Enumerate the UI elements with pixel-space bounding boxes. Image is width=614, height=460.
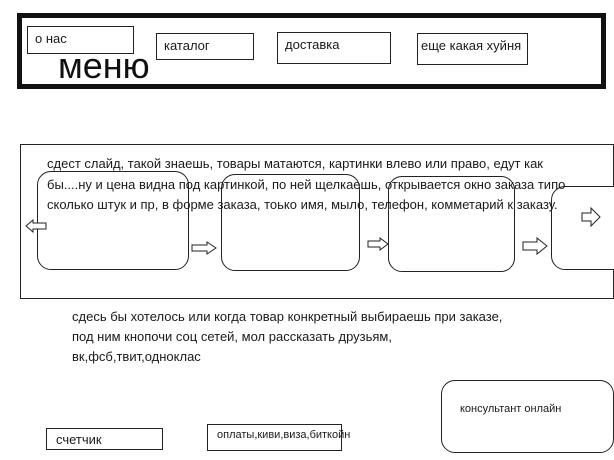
nav-item-about-label: о нас: [35, 31, 67, 46]
nav-item-catalog[interactable]: [156, 33, 254, 60]
slider-left-arrow-icon[interactable]: [25, 219, 47, 233]
online-consultant-label: консультант онлайн: [460, 403, 562, 415]
online-consultant-widget[interactable]: [441, 380, 614, 453]
slider-next-arrow-icon: [367, 237, 389, 251]
slider-next-arrow-icon: [522, 237, 548, 255]
visit-counter-label: счетчик: [56, 432, 102, 447]
slider-description: сдест слайд, такой знаешь, товары матаются, картинки влево или право, едут как бы....ну и цена видна под картинкой, по ней щелкаешь, открывается окно заказа типо сколько штук и пр, в форме заказа, тоько имя, мыло, телефон, комметарий к заказу.: [47, 156, 566, 212]
nav-item-other[interactable]: [417, 33, 528, 65]
nav-item-delivery[interactable]: [277, 32, 391, 64]
social-share-note: сдесь бы хотелось или когда товар конкретный выбираешь при заказе, под ним кнопочи соц сетей, мол рассказать друзьям, вк,фсб,твит,одноклас: [72, 309, 503, 364]
slider-next-arrow-icon: [191, 241, 217, 255]
payment-methods: [207, 424, 351, 451]
nav-item-other-label: еще какая хуйня: [421, 38, 522, 53]
menu-title: меню: [58, 45, 150, 86]
slider-right-arrow-icon[interactable]: [581, 207, 601, 227]
nav-item-delivery-label: доставка: [285, 37, 340, 52]
payment-methods-label: оплаты,киви,виза,биткойн: [217, 429, 351, 441]
visit-counter: [46, 428, 163, 450]
nav-item-catalog-label: каталог: [164, 38, 210, 53]
